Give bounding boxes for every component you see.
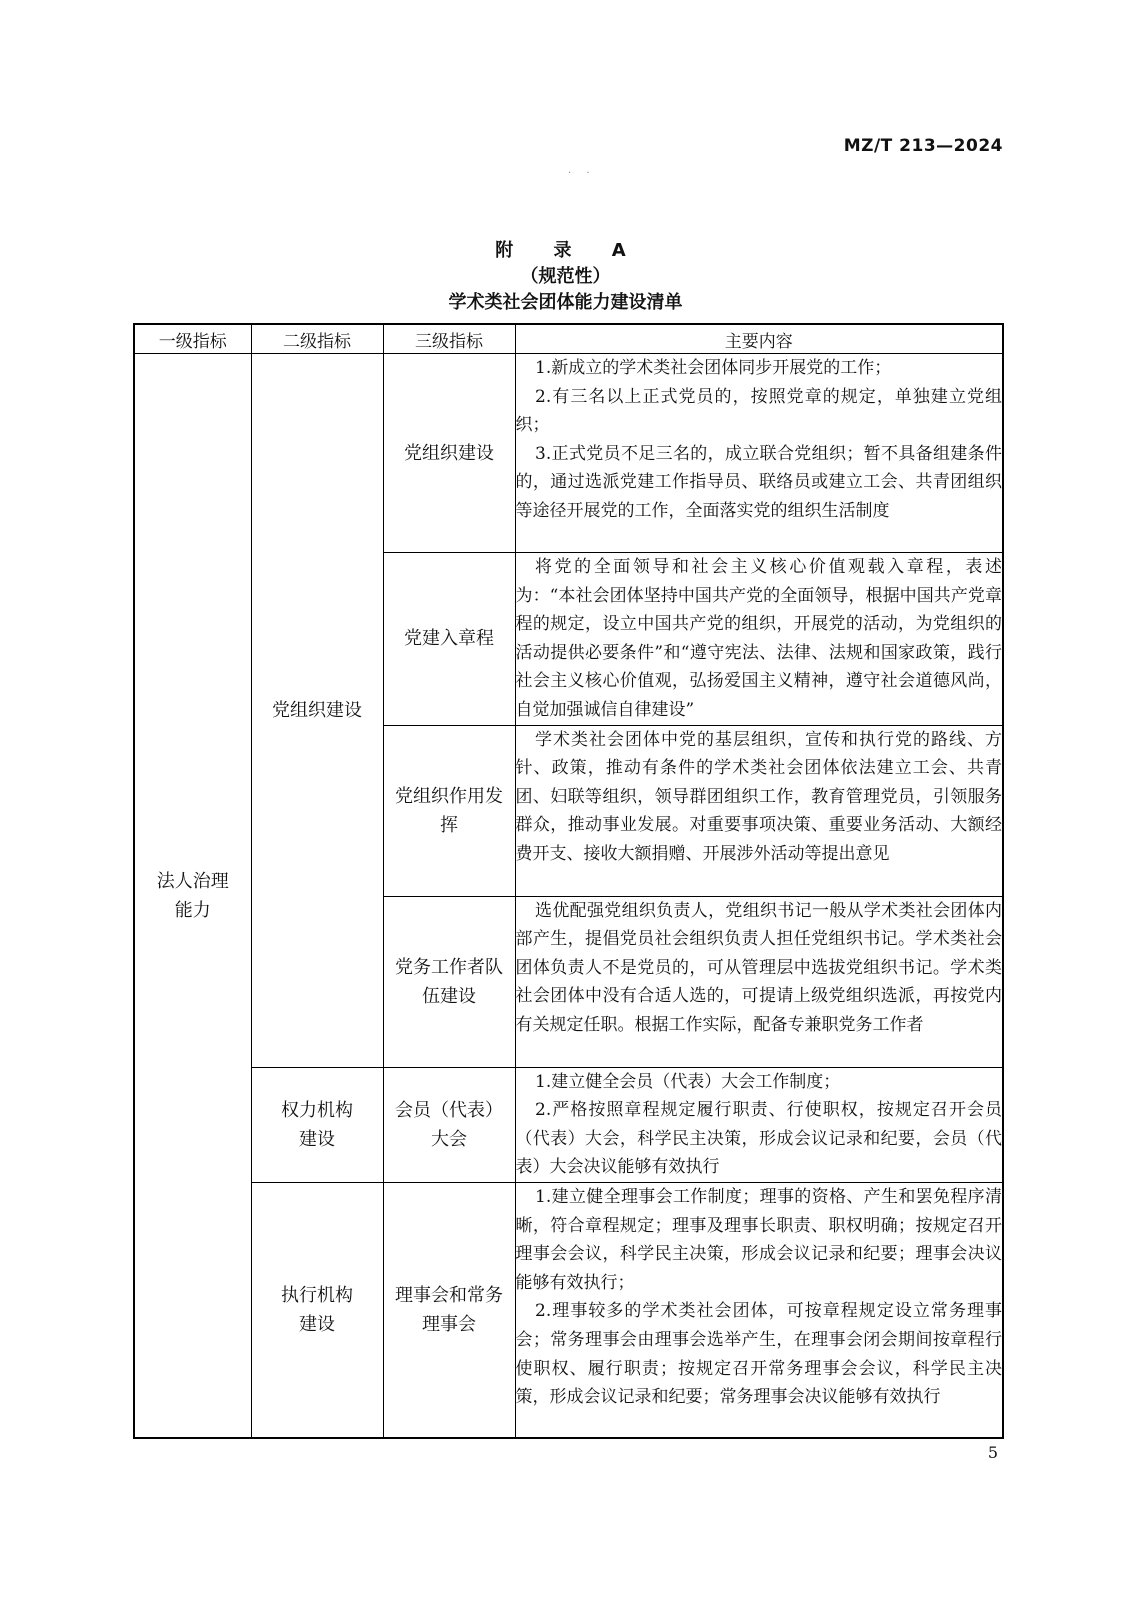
content-cell xyxy=(515,725,1003,896)
level3-label: 党组织建设 xyxy=(404,442,494,464)
level3-label: 理事会和常务理事会 xyxy=(395,1285,503,1336)
content-paragraph: 2.理事较多的学术类社会团体，可按章程规定设立常务理事会；常务理事会由理事会选举产生，在理事会闭会期间按章程行使职权、履行职责；按规定召开常务理事会会议，科学民主决策，形成会议记录和纪要；常务理事会决议能够有效执行 xyxy=(515,1301,1002,1408)
header-content: 主要内容 xyxy=(515,324,1003,354)
level2-cell-exec xyxy=(251,1182,383,1438)
level3-label: 会员（代表）大会 xyxy=(395,1099,503,1150)
content-paragraph: 1.新成立的学术类社会团体同步开展党的工作； xyxy=(535,358,892,378)
page-number: 5 xyxy=(987,1443,998,1462)
level2-label: 执行机构建设 xyxy=(281,1285,353,1336)
level3-cell xyxy=(383,1182,515,1438)
content-paragraph: 将党的全面领导和社会主义核心价值观载入章程，表述为：“本社会团体坚持中国共产党的全面领导，根据中国共产党章程的规定，设立中国共产党的组织，开展党的活动，为党组织的活动提供必要条件”和“遵守宪法、法律、法规和国家政策，践行社会主义核心价值观，弘扬爱国主义精神，遵守社会道德风尚，自觉加强诚信自律建设” xyxy=(515,557,1002,720)
level3-cell xyxy=(383,354,515,553)
table-row xyxy=(134,1067,1003,1182)
level3-label: 党务工作者队伍建设 xyxy=(395,956,503,1007)
table-header-row xyxy=(134,324,1003,354)
table-row xyxy=(134,354,1003,553)
appendix-nature: （规范性） xyxy=(520,266,611,287)
decorative-dots: · · xyxy=(568,168,596,179)
level3-cell xyxy=(383,553,515,726)
header-level3: 三级指标 xyxy=(383,324,515,354)
level3-label: 党建入章程 xyxy=(404,628,494,650)
content-paragraph: 3.正式党员不足三名的，成立联合党组织；暂不具备组建条件的，通过选派党建工作指导员、联络员或建立工会、共青团组织等途径开展党的工作，全面落实党的组织生活制度 xyxy=(515,443,1002,521)
content-cell xyxy=(515,1067,1003,1182)
content-paragraph: 2.有三名以上正式党员的，按照党章的规定，单独建立党组织； xyxy=(515,386,1002,436)
content-cell xyxy=(515,553,1003,726)
capability-table xyxy=(133,323,1004,1439)
content-cell xyxy=(515,896,1003,1067)
header-level1: 一级指标 xyxy=(134,324,251,354)
level2-cell-party xyxy=(251,354,383,1068)
level2-label: 权力机构建设 xyxy=(281,1099,353,1150)
content-paragraph: 2.严格按照章程规定履行职责、行使职权，按规定召开会员（代表）大会，科学民主决策，形成会议记录和纪要，会员（代表）大会决议能够有效执行 xyxy=(515,1100,1002,1178)
content-paragraph: 1.建立健全会员（代表）大会工作制度； xyxy=(535,1071,841,1092)
appendix-title: 学术类社会团体能力建设清单 xyxy=(448,292,683,313)
content-cell xyxy=(515,1182,1003,1438)
level3-cell xyxy=(383,725,515,896)
level2-cell-power xyxy=(251,1067,383,1182)
level3-label: 党组织作用发挥 xyxy=(395,785,503,836)
header-level2: 二级指标 xyxy=(251,324,383,354)
level3-cell xyxy=(383,896,515,1067)
level1-label: 法人治理能力 xyxy=(156,870,229,921)
content-paragraph: 1.建立健全理事会工作制度；理事的资格、产生和罢免程序清晰，符合章程规定；理事及理事长职责、职权明确；按规定召开理事会会议，科学民主决策，形成会议记录和纪要；理事会决议能够有效执行； xyxy=(515,1186,1002,1293)
content-paragraph: 学术类社会团体中党的基层组织，宣传和执行党的路线、方针、政策，推动有条件的学术类社会团体依法建立工会、共青团、妇联等组织，领导群团组织工作，教育管理党员，引领服务群众，推动事业发展。对重要事项决策、重要业务活动、大额经费开支、接收大额捐赠、开展涉外活动等提出意见 xyxy=(515,729,1002,864)
level3-cell xyxy=(383,1067,515,1182)
document-code: MZ/T 213—2024 xyxy=(843,136,1003,156)
table-row xyxy=(134,1182,1003,1438)
level2-label: 党组织建设 xyxy=(272,699,362,721)
content-paragraph: 选优配强党组织负责人，党组织书记一般从学术类社会团体内部产生，提倡党员社会组织负责人担任党组织书记。学术类社会团体负责人不是党员的，可从管理层中选拔党组织书记。学术类社会团体中没有合适人选的，可提请上级党组织选派，再按党内有关规定任职。根据工作实际，配备专兼职党务工作者 xyxy=(515,900,1002,1035)
level1-cell xyxy=(134,354,251,1439)
content-cell xyxy=(515,354,1003,553)
appendix-label: 附 录 A xyxy=(495,240,636,261)
